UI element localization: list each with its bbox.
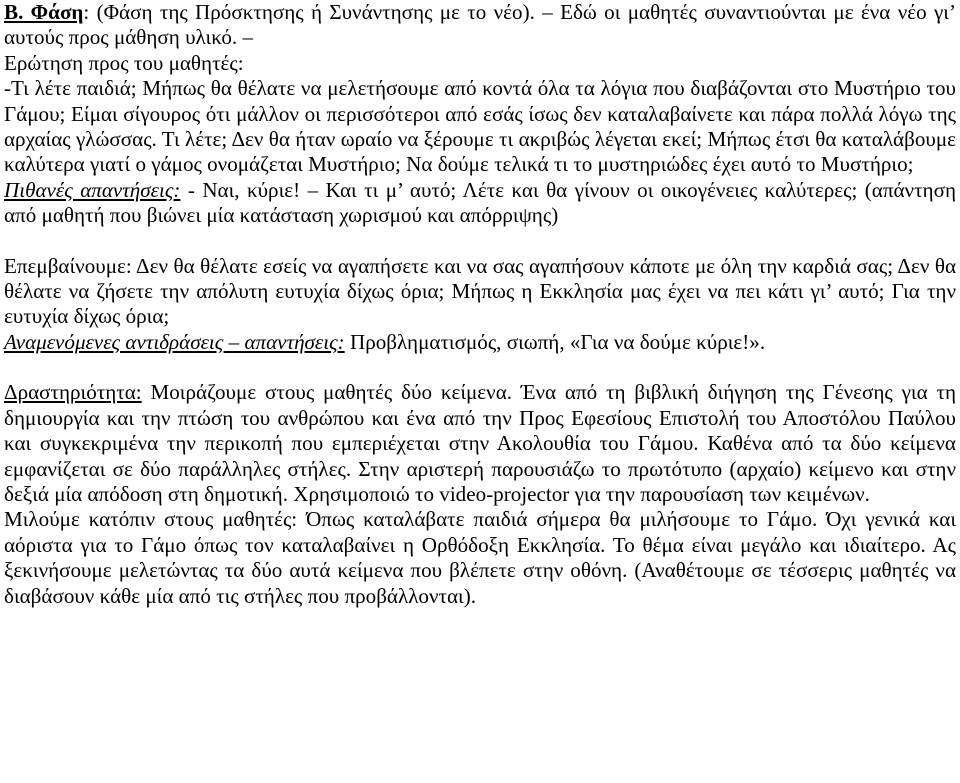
spacer <box>4 355 956 380</box>
spacer <box>4 229 956 254</box>
phase-label: Β. Φάση <box>4 0 84 24</box>
phase-text: : (Φάση της Πρόσκτησης ή Συνάντησης με το νέο). – Εδώ οι μαθητές συναντιούνται με ένα νέο γι’ αυτούς προς μάθηση υλικό. – <box>4 0 956 50</box>
activity-label: Δραστηριότητα: <box>4 380 142 405</box>
answers-label: Πιθανές απαντήσεις: <box>4 177 181 202</box>
question-paragraph: -Τι λέτε παιδιά; Μήπως θα θέλατε να μελετήσουμε από κοντά όλα τα λόγια που διαβάζονται στο Μυστήριο του Γάμου; Είμαι σίγουρος ότι μάλλον οι περισσότεροι από εσάς ίσως δεν καταλαβαίνετε και πάρα πολλά λόγω της αρχαίας γλώσσας. Τι λέτε; Δεν θα ήταν ωραίο να ξέρουμε τι ακριβώς λέγεται εκεί; Μήπως έτσι θα καταλάβουμε καλύτερα γιατί ο γάμος ονομάζεται Μυστήριο; Να δούμε τελικά τι το μυστηριώδες έχει αυτό το Μυστήριο; <box>4 76 956 177</box>
reactions-text: Προβληματισμός, σιωπή, «Για να δούμε κύριε!». <box>344 329 766 354</box>
answers-text: - Ναι, κύριε! – Και τι μ’ αυτό; Λέτε και θα γίνουν οι οικογένειες καλύτερες; (απάντηση από μαθητή που βιώνει μία κατάσταση χωρισμού και απόρριψης) <box>4 177 956 228</box>
reactions-label: Αναμενόμενες αντιδράσεις – απαντήσεις: <box>4 329 345 354</box>
phase-paragraph <box>4 0 956 51</box>
reactions-paragraph <box>4 330 956 355</box>
activity-text: Μοιράζουμε στους μαθητές δύο κείμενα. Ένα από τη βιβλική διήγηση της Γένεσης για τη δημιουργία και την πτώση του ανθρώπου και ένα από την Προς Εφεσίους Επιστολή του Αποστόλου Παύλου και συγκεκριμένα την περικοπή που εμπεριέχεται στην Ακολουθία του Γάμου. Καθένα από τα δύο κείμενα εμφανίζεται σε δύο παράλληλες στήλες. Στην αριστερή παρουσιάζω το πρωτότυπο (αρχαίο) κείμενο και στην δεξιά μία απόδοση στη δημοτική. Χρησιμοποιώ το video-projector για την παρουσίαση των κειμένων. <box>4 380 956 506</box>
closing-paragraph: Μιλούμε κατόπιν στους μαθητές: Όπως καταλάβατε παιδιά σήμερα θα μιλήσουμε το Γάμο. Όχι γενικά και αόριστα για το Γάμο όπως τον καταλαβαίνει η Ορθόδοξη Εκκλησία. Το θέμα είναι μεγάλο και ιδιαίτερο. Ας ξεκινήσουμε μελετώντας τα δύο αυτά κείμενα που βλέπετε στην οθόνη. (Αναθέτουμε σε τέσσερις μαθητές να διαβάσουν κάθε μία από τις στήλες που προβάλλονται). <box>4 507 956 608</box>
intervention-paragraph: Επεμβαίνουμε: Δεν θα θέλατε εσείς να αγαπήσετε και να σας αγαπήσουν κάποτε με όλη την καρδιά σας; Δεν θα θέλατε να ζήσετε την απόλυτη ευτυχία δίχως όρια; Μήπως η Εκκλησία μας έχει να πει κάτι γι’ αυτό; Για την ευτυχία δίχως όρια; <box>4 253 956 329</box>
question-intro: Ερώτηση προς του μαθητές: <box>4 50 244 75</box>
activity-paragraph <box>4 380 956 507</box>
answers-paragraph <box>4 178 956 229</box>
